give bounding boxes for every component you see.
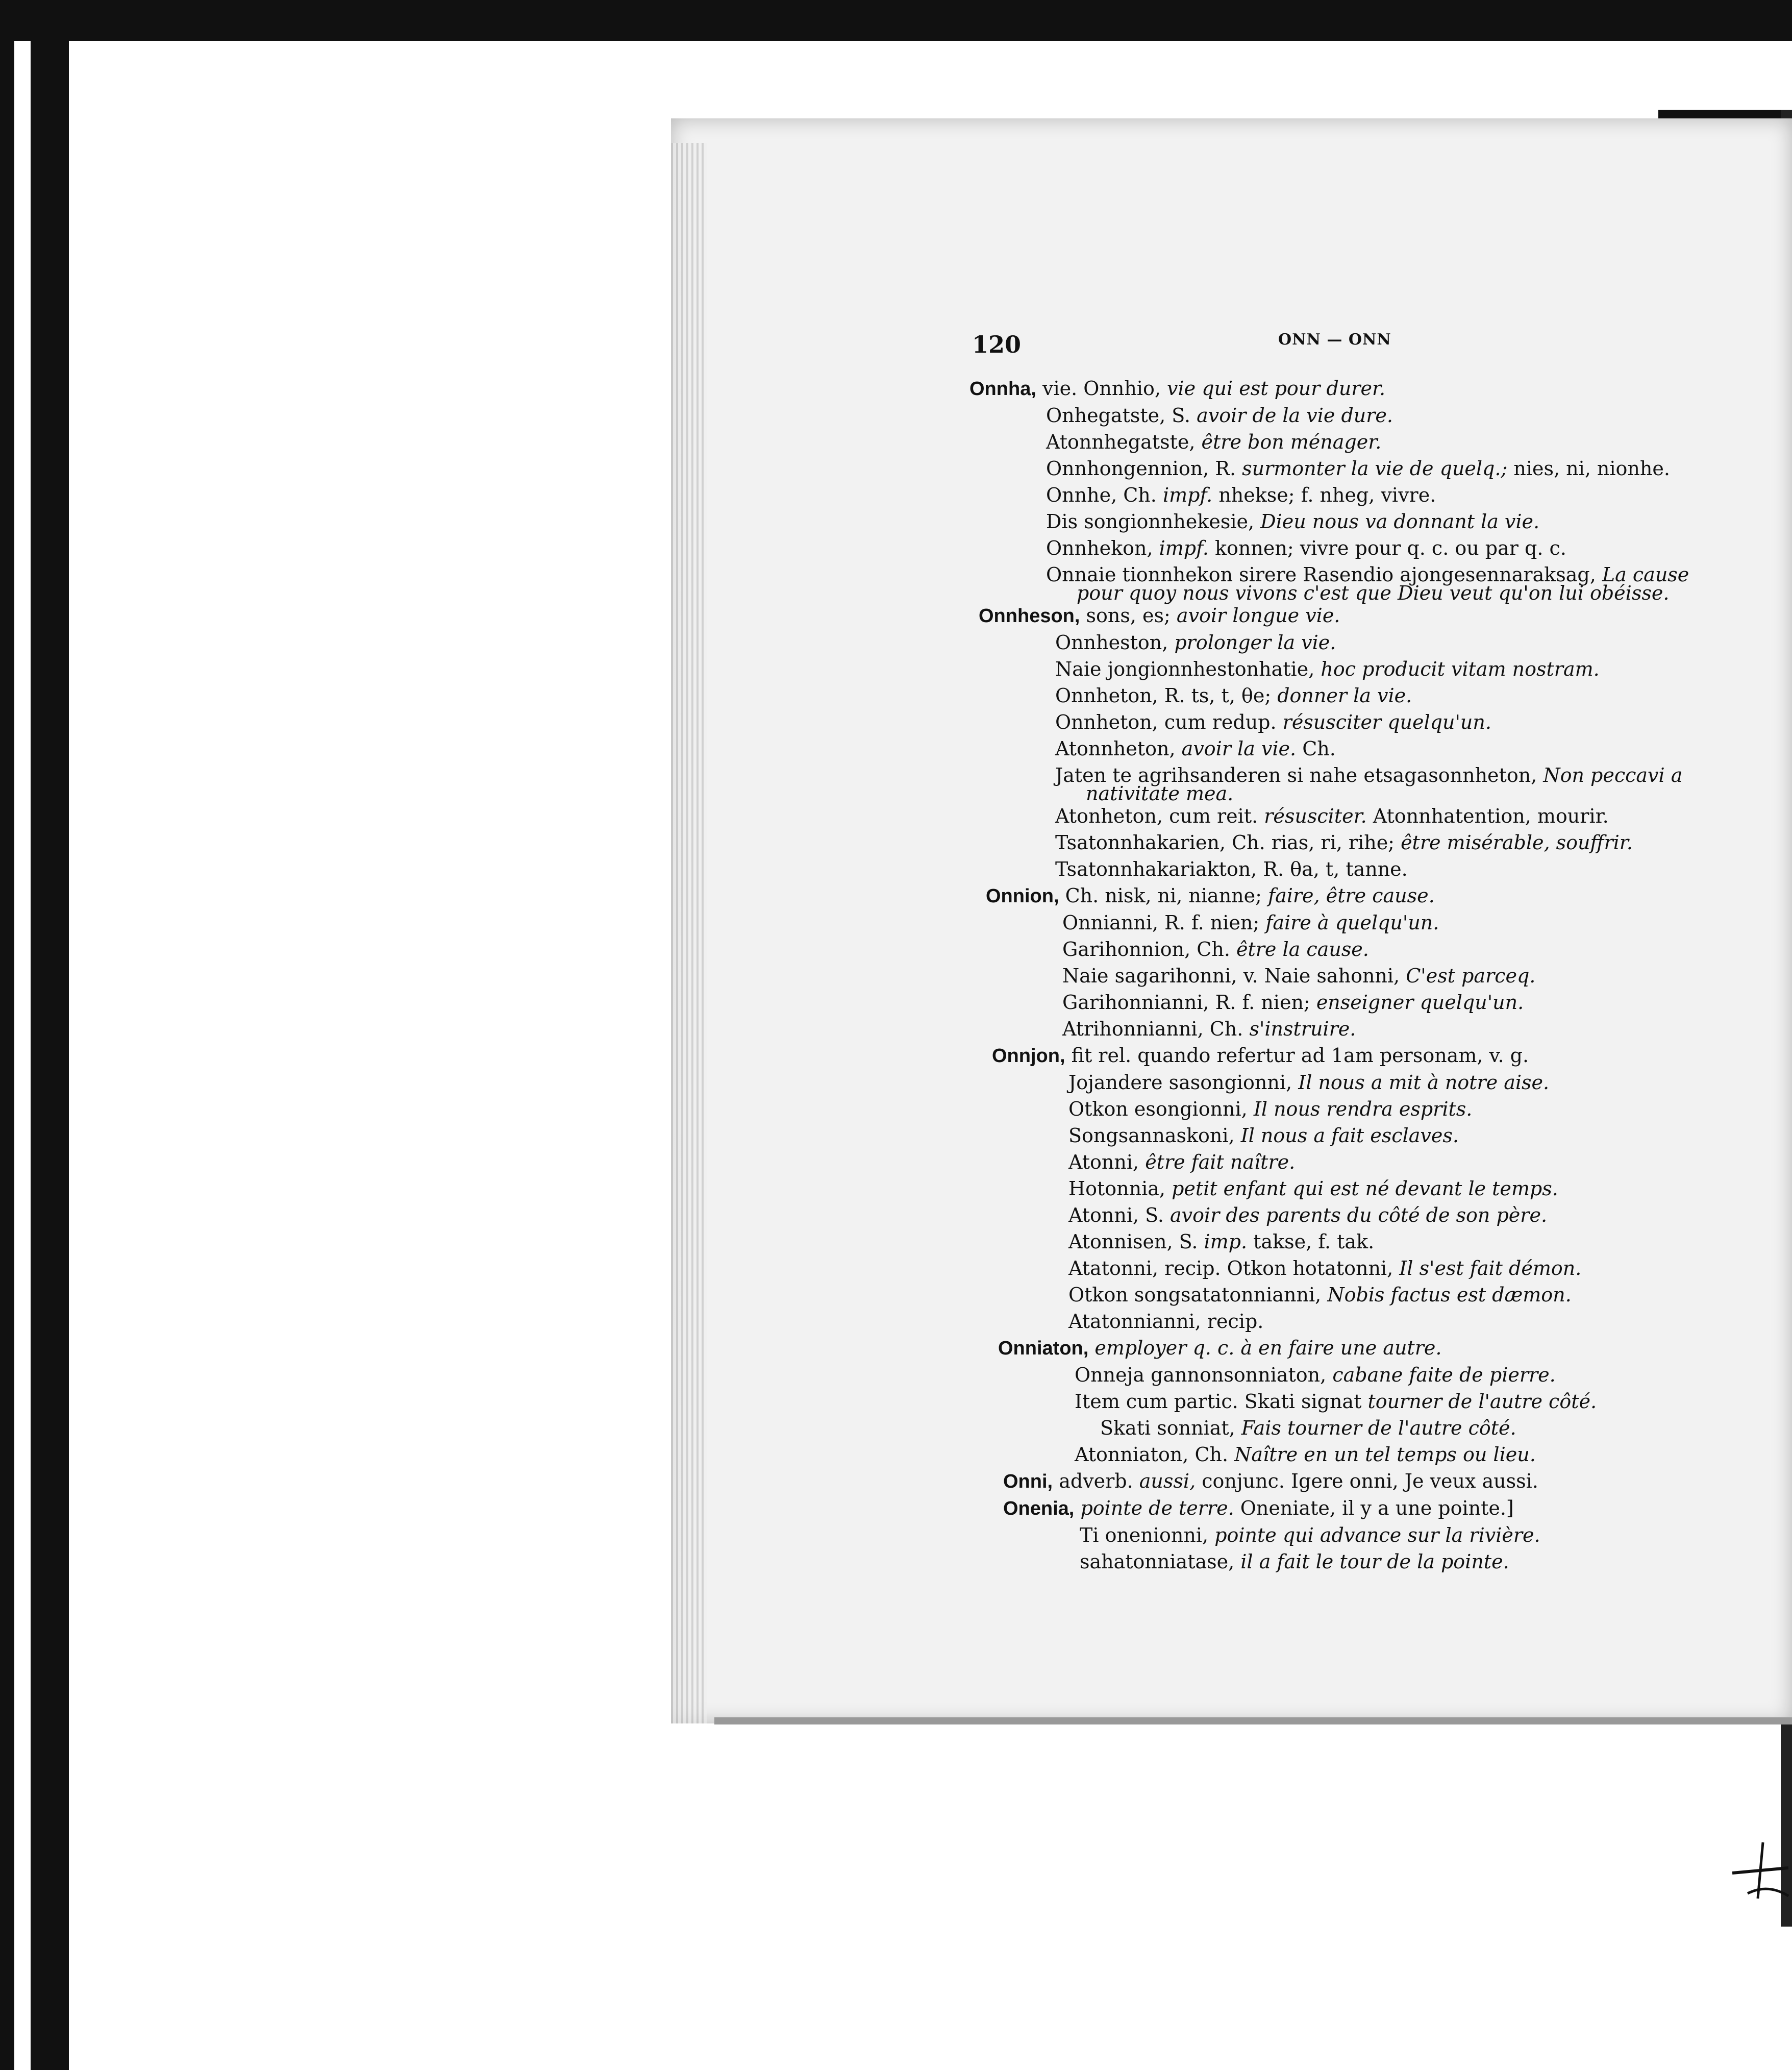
entry-tail: Ch. — [1296, 737, 1336, 760]
entry-text: Atatonnianni, recip. — [1068, 1310, 1264, 1333]
dictionary-entries — [969, 375, 1709, 1575]
entry-tail: Oneniate, il y a une pointe.] — [1234, 1497, 1514, 1519]
entry-line — [979, 682, 1709, 709]
entry-headword-line — [1003, 1495, 1709, 1522]
headword: Onnion, — [986, 885, 1059, 907]
entry-text: Ti onenionni, — [1080, 1524, 1215, 1546]
entry-gloss: être misérable, souffrir. — [1401, 831, 1633, 854]
entry-line — [992, 1122, 1709, 1149]
entry-text: Skati sonniat, — [1100, 1417, 1241, 1439]
entry-line — [979, 629, 1709, 656]
entry-headword-line — [998, 1335, 1709, 1362]
entry-line — [979, 709, 1709, 735]
entry-gloss: être bon ménager. — [1201, 431, 1382, 453]
entry-text: Atonnhegatste, — [1046, 431, 1202, 453]
entry-text: Otkon esongionni, — [1068, 1098, 1254, 1120]
entry-gloss: tourner de l'autre côté. — [1367, 1390, 1597, 1413]
headword: Onni, — [1003, 1471, 1053, 1492]
entry-gloss: donner la vie. — [1277, 684, 1412, 707]
entry-tail: konnen; vivre pour q. c. ou par q. c. — [1208, 537, 1566, 559]
entry-line — [1003, 1522, 1709, 1548]
entry-tail: conjunc. Igere onni, Je veux aussi. — [1196, 1470, 1538, 1492]
entry-text: Naie jongionnhestonhatie, — [1055, 658, 1321, 680]
entry-gloss: aussi, — [1139, 1470, 1196, 1492]
entry-text: Onnheston, — [1055, 631, 1175, 654]
entry-line — [986, 963, 1709, 989]
entry-text: Atonnheton, — [1055, 737, 1182, 760]
entry-text: Naie sagarihonni, v. Naie sahonni, — [1062, 965, 1406, 987]
entry-gloss: s'instruire. — [1249, 1018, 1356, 1040]
entry-line — [969, 402, 1709, 429]
entry-headword-line — [969, 375, 1709, 402]
entry-gloss: pointe de terre. — [1080, 1497, 1234, 1519]
entry-gloss: avoir longue vie. — [1176, 604, 1340, 627]
film-frame-top — [0, 0, 1792, 41]
entry-gloss: hoc producit vitam nostram. — [1321, 658, 1600, 680]
entry-line — [969, 584, 1709, 602]
entry-line — [969, 508, 1709, 535]
entry-text: vie. Onnhio, — [1036, 377, 1167, 400]
entry-line — [986, 936, 1709, 963]
entry-text: Onnhekon, — [1046, 537, 1159, 559]
entry-gloss: être la cause. — [1236, 938, 1369, 960]
entry-gloss: Dieu nous va donnant la vie. — [1260, 510, 1540, 533]
entry-line — [998, 1441, 1709, 1468]
entry-gloss: Non peccavi a — [1543, 764, 1683, 786]
entry-text: Jaten te agrihsanderen si nahe etsagasonnheton, — [1055, 764, 1544, 786]
entry-gloss: vie qui est pour durer. — [1167, 377, 1386, 400]
page-bottom-edge — [714, 1717, 1792, 1724]
entry-line — [998, 1362, 1709, 1388]
entry-text: Atonni, — [1068, 1151, 1146, 1173]
entry-text: Ch. nisk, ni, nianne; — [1059, 884, 1268, 907]
entry-headword-line — [979, 602, 1709, 629]
entry-line — [969, 535, 1709, 561]
entry-text: Onnianni, R. f. nien; — [1062, 911, 1266, 934]
entry-line — [992, 1308, 1709, 1335]
entry-gloss: il a fait le tour de la pointe. — [1240, 1550, 1509, 1573]
entry-line — [992, 1255, 1709, 1282]
entry-text: Tsatonnhakarien, Ch. rias, ri, rihe; — [1055, 831, 1401, 854]
entry-line — [986, 909, 1709, 936]
entry-gloss: faire, être cause. — [1268, 884, 1435, 907]
entry-tail: Atonnhatention, mourir. — [1366, 805, 1609, 827]
entry-line — [992, 1202, 1709, 1228]
entry-line — [969, 482, 1709, 508]
entry-text: adverb. — [1053, 1470, 1139, 1492]
headword: Onnjon, — [992, 1045, 1065, 1067]
headword: Onnha, — [969, 378, 1036, 400]
entry-line — [979, 856, 1709, 882]
entry-text: Atonnisen, S. — [1068, 1230, 1204, 1253]
entry-gloss: impf. — [1162, 484, 1213, 506]
entry-gloss: imp. — [1204, 1230, 1248, 1253]
entry-gloss: Il nous rendra esprits. — [1253, 1098, 1473, 1120]
entry-line — [992, 1149, 1709, 1175]
entry-text: Onneja gannonsonniaton, — [1075, 1364, 1333, 1386]
entry-text: Atrihonnianni, Ch. — [1062, 1018, 1250, 1040]
entry-gloss: petit enfant qui est né devant le temps. — [1172, 1177, 1558, 1200]
entry-line — [992, 1282, 1709, 1308]
headword: Onniaton, — [998, 1338, 1089, 1359]
entry-text: Garihonnianni, R. f. nien; — [1062, 991, 1316, 1014]
entry-text: Onnhe, Ch. — [1046, 484, 1163, 506]
entry-gloss: résusciter quelqu'un. — [1282, 711, 1491, 733]
entry-gloss: impf. — [1159, 537, 1209, 559]
entry-gloss: nativitate mea. — [1086, 782, 1234, 805]
entry-line — [986, 1016, 1709, 1042]
entry-gloss: pointe qui advance sur la rivière. — [1214, 1524, 1540, 1546]
entry-gloss: Nobis factus est dæmon. — [1327, 1284, 1572, 1306]
entry-text: Atonni, S. — [1068, 1204, 1171, 1226]
entry-gloss: cabane faite de pierre. — [1332, 1364, 1556, 1386]
entry-line — [969, 455, 1709, 482]
entry-text: Onnheton, R. ts, t, θe; — [1055, 684, 1278, 707]
entry-text: Otkon songsatatonnianni, — [1068, 1284, 1328, 1306]
page-edge — [671, 143, 707, 1723]
entry-gloss: Il nous a fait esclaves. — [1240, 1124, 1459, 1147]
entry-gloss: Il s'est fait démon. — [1399, 1257, 1582, 1279]
entry-gloss: La cause — [1602, 563, 1689, 586]
entry-text: Jojandere sasongionni, — [1068, 1071, 1299, 1094]
entry-gloss: pour quoy nous vivons c'est que Dieu veut qu'on lui obéisse. — [1077, 582, 1670, 604]
entry-line — [992, 1175, 1709, 1202]
entry-text: fit rel. quando refertur ad 1am personam, v. g. — [1065, 1044, 1529, 1067]
entry-line — [1003, 1548, 1709, 1575]
entry-line — [979, 803, 1709, 829]
entry-gloss: employer q. c. à en faire une autre. — [1094, 1337, 1442, 1359]
entry-text — [1088, 1337, 1094, 1359]
entry-text: Songsannaskoni, — [1068, 1124, 1241, 1147]
entry-gloss: faire à quelqu'un. — [1265, 911, 1439, 934]
entry-gloss: avoir des parents du côté de son père. — [1170, 1204, 1548, 1226]
entry-line — [979, 735, 1709, 762]
entry-text: Atatonni, recip. Otkon hotatonni, — [1068, 1257, 1400, 1279]
entry-gloss: avoir de la vie dure. — [1197, 404, 1393, 427]
page-number: 120 — [972, 331, 1022, 358]
entry-line — [992, 1069, 1709, 1096]
entry-gloss: Naître en un tel temps ou lieu. — [1234, 1443, 1536, 1466]
entry-line — [969, 429, 1709, 455]
entry-text: Atonniaton, Ch. — [1075, 1443, 1235, 1466]
entry-headword-line — [1003, 1468, 1709, 1495]
film-frame-gap — [14, 41, 31, 2070]
entry-headword-line — [986, 882, 1709, 909]
entry-gloss: être fait naître. — [1145, 1151, 1296, 1173]
entry-line — [998, 1388, 1709, 1415]
entry-line — [992, 1096, 1709, 1122]
entry-text: Item cum partic. Skati signat — [1075, 1390, 1368, 1413]
entry-line — [998, 1415, 1709, 1441]
entry-gloss: C'est parceq. — [1406, 965, 1536, 987]
entry-line — [986, 989, 1709, 1016]
film-frame-corner — [1658, 110, 1792, 119]
entry-text: Dis songionnhekesie, — [1046, 510, 1261, 533]
entry-gloss: prolonger la vie. — [1174, 631, 1336, 654]
entry-gloss: Il nous a mit à notre aise. — [1298, 1071, 1550, 1094]
entry-gloss: résusciter. — [1264, 805, 1367, 827]
entry-tail: takse, f. tak. — [1247, 1230, 1375, 1253]
film-frame-left — [0, 0, 69, 2070]
entry-text: Tsatonnhakariakton, R. θa, t, tanne. — [1055, 858, 1408, 880]
entry-gloss: avoir la vie. — [1181, 737, 1297, 760]
entry-tail: nies, ni, nionhe. — [1507, 457, 1670, 480]
entry-text: Onhegatste, S. — [1046, 404, 1197, 427]
entry-headword-line — [992, 1042, 1709, 1069]
entry-line — [992, 1228, 1709, 1255]
pen-mark-icon — [1727, 1837, 1792, 1904]
entry-text: Hotonnia, — [1068, 1177, 1172, 1200]
entry-gloss: surmonter la vie de quelq.; — [1242, 457, 1508, 480]
entry-text: Onnheton, cum redup. — [1055, 711, 1283, 733]
entry-text — [1074, 1497, 1080, 1519]
running-head: ONN — ONN — [1278, 331, 1391, 349]
entry-line — [979, 829, 1709, 856]
entry-text: Atonheton, cum reit. — [1055, 805, 1264, 827]
entry-gloss: Fais tourner de l'autre côté. — [1241, 1417, 1516, 1439]
entry-tail: nhekse; f. nheg, vivre. — [1212, 484, 1436, 506]
entry-gloss: enseigner quelqu'un. — [1316, 991, 1524, 1014]
entry-text: sons, es; — [1080, 604, 1177, 627]
entry-line — [979, 656, 1709, 682]
entry-text: Onnaie tionnhekon sirere Rasendio ajongesennaraksag, — [1046, 563, 1602, 586]
entry-text: Onnhongennion, R. — [1046, 457, 1242, 480]
entry-text: Garihonnion, Ch. — [1062, 938, 1236, 960]
headword: Onnheson, — [979, 605, 1080, 627]
headword: Onenia, — [1003, 1498, 1075, 1519]
entry-text: sahatonniatase, — [1080, 1550, 1241, 1573]
